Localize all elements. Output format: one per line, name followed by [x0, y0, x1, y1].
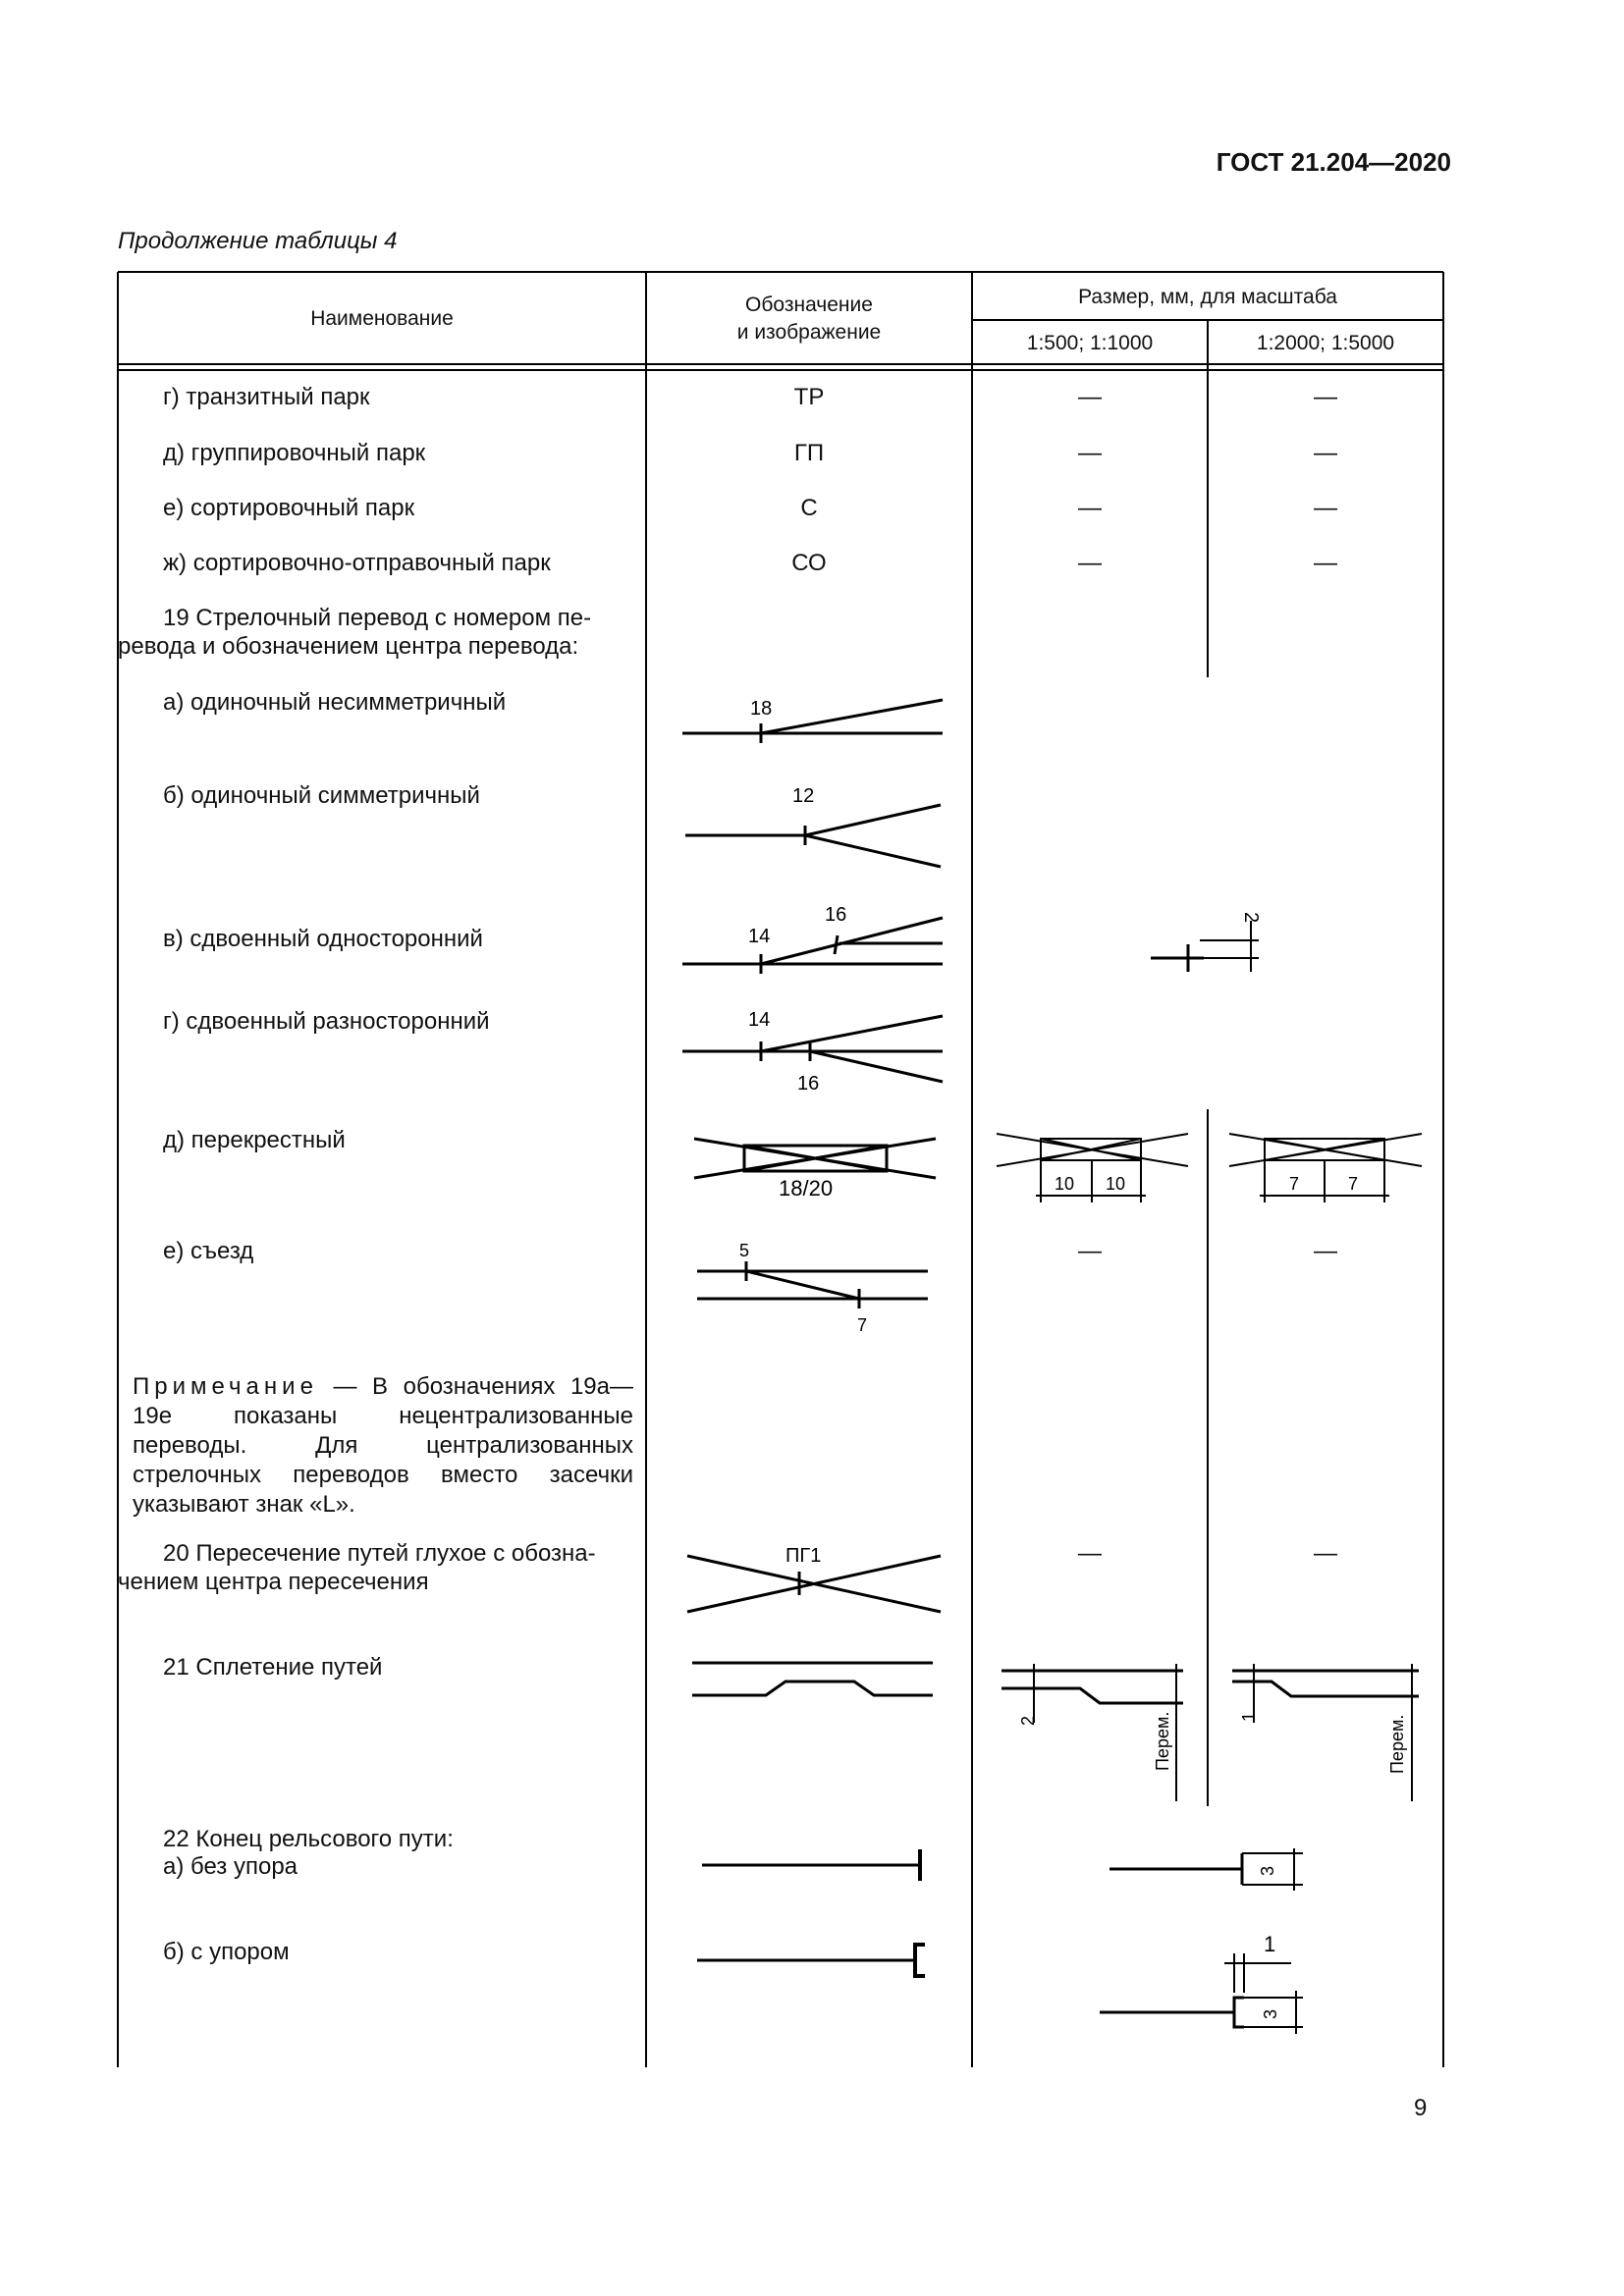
header-scale-1: 1:500; 1:1000 [1026, 332, 1154, 354]
switch-single-symmetric-symbol [677, 780, 952, 859]
switch-number-label: 16 [825, 904, 847, 926]
switch-double-two-side-symbol [677, 1001, 952, 1095]
row-name: е) сортировочный парк [163, 495, 415, 521]
dash-cell: — [1078, 550, 1102, 576]
item19-v: в) сдвоенный односторонний [163, 926, 483, 952]
dimension-label: 1 [1239, 1711, 1259, 1722]
dimension-label: 7 [1289, 1174, 1300, 1194]
crossover-dimension-diagram-1 [992, 1119, 1198, 1207]
switch-number-label: 18 [750, 698, 773, 720]
dash-cell: — [1078, 1238, 1102, 1264]
switch-single-asymmetric-symbol [677, 687, 952, 746]
dash-cell: — [1314, 495, 1337, 521]
table-caption: Продолжение таблицы 4 [118, 228, 398, 254]
document-id: ГОСТ 21.204—2020 [1216, 147, 1451, 177]
header-symbol-line2: и изображение [736, 321, 882, 344]
row-name: г) транзитный парк [163, 384, 370, 410]
dash-cell: — [1314, 1238, 1337, 1264]
crossing-number-label: ПГ1 [785, 1545, 822, 1567]
track-crossing-symbol [677, 1536, 952, 1625]
dimension-label: 2 [1240, 912, 1262, 924]
dimension-label: 1 [1264, 1932, 1276, 1956]
gauntlet-dimension-diagram-2 [1227, 1659, 1429, 1806]
switch-double-one-side-symbol [677, 903, 952, 972]
dimension-label: Перем. [1153, 1711, 1172, 1771]
item19-b: б) одиночный симметричный [163, 782, 480, 809]
dimension-label: 3 [1261, 2008, 1280, 2019]
note-rest: 19а—19е показаны нецентрализованные переводы. Для централизованных стрелочных переводов вместо засечки указывают знак «L». [133, 1373, 633, 1518]
item19-a: а) одиночный несимметричный [163, 689, 507, 716]
track-end-dimension-diagram [1105, 1845, 1311, 1895]
switch-number-label: 14 [748, 1009, 771, 1031]
item22-title: 22 Конец рельсового пути: [163, 1826, 454, 1852]
table-note [133, 1372, 633, 1520]
item19-e: е) съезд [163, 1238, 254, 1264]
item19-title-line1: 19 Стрелочный перевод с номером пе- [163, 605, 592, 631]
track-end-with-buffer-symbol [687, 1939, 933, 1988]
track-end-no-buffer-symbol [692, 1845, 938, 1885]
dimension-label: 10 [1106, 1174, 1126, 1194]
row-name: д) группировочный парк [163, 440, 426, 466]
switch-number-label: 18/20 [779, 1176, 834, 1201]
switch-number-label: 14 [748, 926, 771, 947]
track-connection-symbol [687, 1237, 943, 1335]
gauntlet-dimension-diagram-1 [997, 1659, 1193, 1806]
item20-line1: 20 Пересечение путей глухое с обозна- [163, 1540, 596, 1567]
switch-crossover-symbol [682, 1119, 947, 1207]
dimension-label: 7 [1348, 1174, 1359, 1194]
dimension-label: 10 [1055, 1174, 1075, 1194]
dash-cell: — [1314, 384, 1337, 410]
buffer-stop-dimension-diagram [1095, 1934, 1311, 2047]
row-symbol: С [800, 495, 818, 521]
header-scale-2: 1:2000; 1:5000 [1256, 332, 1395, 354]
switch-number-label: 16 [797, 1073, 820, 1095]
dimension-label: 2 [1018, 1715, 1038, 1726]
item22-a: а) без упора [163, 1853, 298, 1880]
item21: 21 Сплетение путей [163, 1654, 383, 1681]
header-name: Наименование [310, 307, 454, 330]
page-number: 9 [1414, 2095, 1428, 2121]
switch-dimension-diagram [1149, 903, 1267, 982]
item19-g: г) сдвоенный разносторонний [163, 1008, 490, 1035]
header-size: Размер, мм, для масштаба [1078, 286, 1337, 308]
note-line1: — В обозначениях [317, 1373, 556, 1400]
note-prefix: Примечание [133, 1373, 318, 1400]
row-symbol: СО [791, 550, 827, 576]
dimension-label: 3 [1258, 1865, 1277, 1876]
item19-title-line2: ревода и обозначением центра перевода: [118, 633, 579, 660]
dash-cell: — [1314, 440, 1337, 466]
dash-cell: — [1314, 550, 1337, 576]
item19-d: д) перекрестный [163, 1127, 346, 1153]
dash-cell: — [1078, 1540, 1102, 1567]
track-gauntlet-symbol [687, 1649, 943, 1708]
dash-cell: — [1078, 384, 1102, 410]
dash-cell: — [1314, 1540, 1337, 1567]
row-name: ж) сортировочно-отправочный парк [163, 550, 551, 576]
row-symbol: ГП [793, 440, 825, 466]
item22-b: б) с упором [163, 1939, 290, 1965]
row-symbol: ТР [793, 384, 825, 410]
switch-number-label: 12 [792, 785, 815, 807]
switch-number-label: 5 [739, 1241, 750, 1260]
dimension-label: Перем. [1387, 1714, 1407, 1774]
switch-number-label: 7 [857, 1315, 868, 1335]
dash-cell: — [1078, 440, 1102, 466]
item20-line2: чением центра пересечения [118, 1569, 429, 1595]
header-symbol-line1: Обозначение [745, 294, 873, 316]
crossover-dimension-diagram-2 [1227, 1119, 1429, 1207]
dash-cell: — [1078, 495, 1102, 521]
